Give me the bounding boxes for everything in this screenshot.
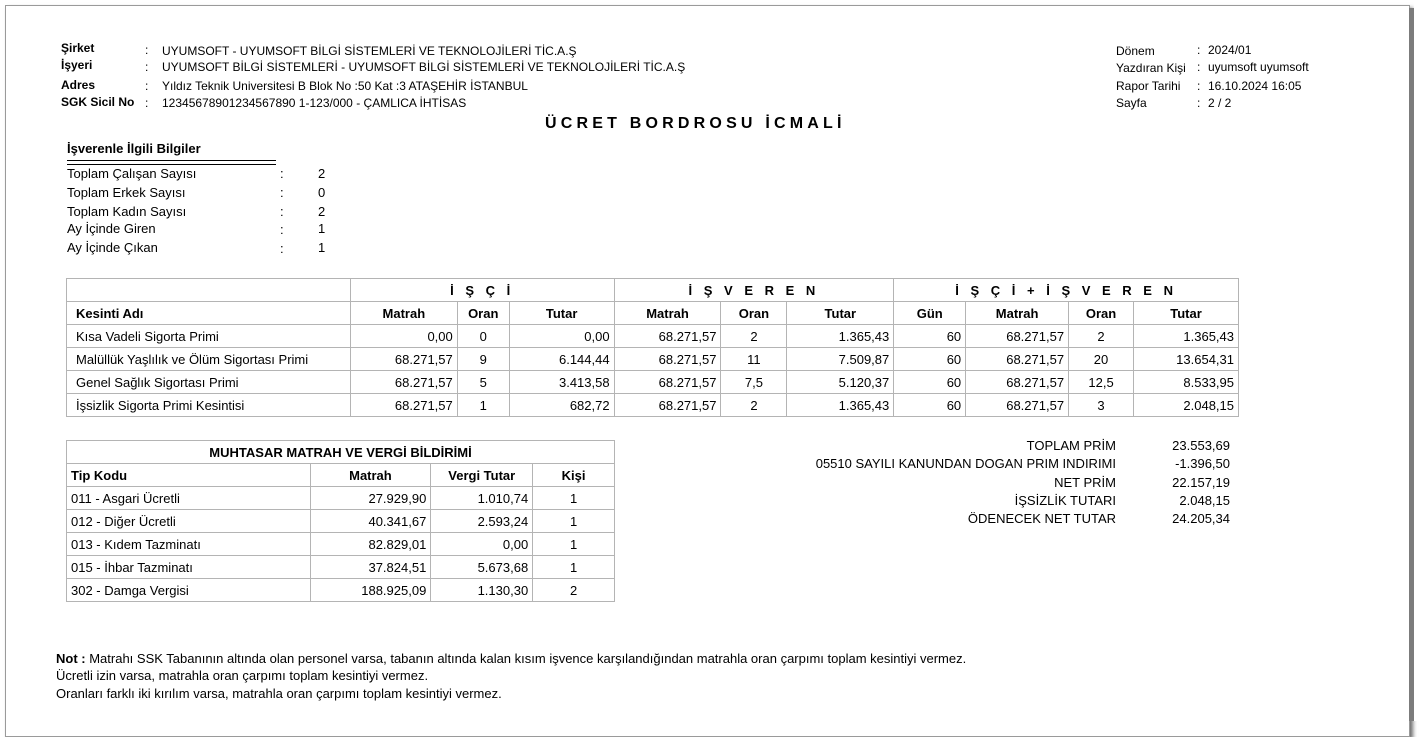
table-row	[67, 510, 615, 533]
sgk-label: SGK Sicil No	[61, 95, 135, 109]
yazdiran-value: uyumsoft uyumsoft	[1208, 60, 1309, 74]
isveren-tutar-cell: 1.365,43	[787, 394, 894, 417]
rapor-tarihi-colon: :	[1197, 79, 1201, 93]
isveren-oran-cell: 2	[721, 325, 787, 348]
note-label: Not :	[56, 651, 86, 666]
isci-matrah-cell: 68.271,57	[350, 348, 457, 371]
col-isci-oran: Oran	[457, 302, 509, 325]
sirket-colon: :	[145, 43, 149, 57]
employer-info-value: 1	[318, 240, 326, 255]
kesinti-name: Kısa Vadeli Sigorta Primi	[67, 325, 351, 348]
isyeri-value: UYUMSOFT BİLGİ SİSTEMLERİ - UYUMSOFT BİLGİ SİSTEMLERİ VE TEKNOLOJİLERİ TİC.A.Ş	[162, 60, 686, 74]
column-header-row	[67, 302, 1239, 325]
sirket-value: UYUMSOFT - UYUMSOFT BİLGİ SİSTEMLERİ VE TEKNOLOJİLERİ TİC.A.Ş	[162, 44, 577, 58]
vergi-tutar-cell: 2.593,24	[431, 510, 533, 533]
kisi-cell: 1	[533, 556, 615, 579]
sayfa-colon: :	[1197, 96, 1201, 110]
employer-info-label: Toplam Çalışan Sayısı	[67, 166, 197, 181]
isci-matrah-cell: 0,00	[350, 325, 457, 348]
rapor-tarihi-value: 16.10.2024 16:05	[1208, 79, 1302, 93]
isci-oran-cell: 5	[457, 371, 509, 394]
employer-info-value: 2	[318, 166, 326, 181]
yazdiran-colon: :	[1197, 60, 1201, 74]
muhtasar-matrah-cell: 40.341,67	[310, 510, 431, 533]
isveren-tutar-cell: 5.120,37	[787, 371, 894, 394]
col-muhtasar-matrah: Matrah	[310, 464, 431, 487]
donem-colon: :	[1197, 43, 1201, 57]
total-oran-cell: 12,5	[1069, 371, 1134, 394]
isci-tutar-cell: 682,72	[509, 394, 614, 417]
rapor-tarihi-label: Rapor Tarihi	[1116, 79, 1181, 93]
total-value: -1.396,50	[1175, 456, 1230, 471]
isci-tutar-cell: 6.144,44	[509, 348, 614, 371]
employer-info-label: Ay İçinde Çıkan	[67, 240, 158, 255]
isveren-oran-cell: 11	[721, 348, 787, 371]
gun-cell: 60	[894, 371, 966, 394]
vergi-tutar-cell: 0,00	[431, 533, 533, 556]
col-total-matrah: Matrah	[966, 302, 1069, 325]
total-matrah-cell: 68.271,57	[966, 394, 1069, 417]
muhtasar-header-row	[67, 464, 615, 487]
isveren-matrah-cell: 68.271,57	[614, 394, 721, 417]
isci-oran-cell: 0	[457, 325, 509, 348]
donem-value: 2024/01	[1208, 43, 1252, 57]
col-isveren-matrah: Matrah	[614, 302, 721, 325]
total-tutar-cell: 13.654,31	[1134, 348, 1239, 371]
muhtasar-matrah-cell: 188.925,09	[310, 579, 431, 602]
note-line-3: Oranları farklı iki kırılım varsa, matrahla oran çarpımı toplam kesintiyi vermez.	[56, 686, 502, 701]
tip-kodu-cell: 012 - Diğer Ücretli	[67, 510, 311, 533]
isveren-oran-cell: 7,5	[721, 371, 787, 394]
col-gun: Gün	[894, 302, 966, 325]
col-vergi-tutar: Vergi Tutar	[431, 464, 533, 487]
total-oran-cell: 3	[1069, 394, 1134, 417]
col-isveren-oran: Oran	[721, 302, 787, 325]
col-kisi: Kişi	[533, 464, 615, 487]
col-kesinti-adi: Kesinti Adı	[67, 302, 351, 325]
isveren-oran-cell: 2	[721, 394, 787, 417]
total-label: TOPLAM PRİM	[1026, 438, 1116, 453]
sirket-label: Şirket	[61, 41, 95, 55]
muhtasar-table	[66, 440, 615, 602]
isci-oran-cell: 1	[457, 394, 509, 417]
total-tutar-cell: 8.533,95	[1134, 371, 1239, 394]
total-tutar-cell: 1.365,43	[1134, 325, 1239, 348]
note-line-2: Ücretli izin varsa, matrahla oran çarpımı toplam kesintiyi vermez.	[56, 668, 429, 683]
table-row	[67, 579, 615, 602]
kesinti-name: İşsizlik Sigorta Primi Kesintisi	[67, 394, 351, 417]
isveren-matrah-cell: 68.271,57	[614, 325, 721, 348]
adres-value: Yıldız Teknik Universitesi B Blok No :50 Kat :3 ATAŞEHİR İSTANBUL	[162, 79, 528, 93]
employer-info-value: 2	[318, 204, 326, 219]
deductions-table	[66, 278, 1239, 417]
total-value: 22.157,19	[1172, 475, 1230, 490]
muhtasar-matrah-cell: 37.824,51	[310, 556, 431, 579]
isci-oran-cell: 9	[457, 348, 509, 371]
total-matrah-cell: 68.271,57	[966, 371, 1069, 394]
total-label: İŞSİZLİK TUTARI	[1014, 493, 1116, 508]
group-isci-header: İ Ş Ç İ	[350, 279, 614, 302]
table-row	[67, 556, 615, 579]
table-row	[67, 533, 615, 556]
kisi-cell: 2	[533, 579, 615, 602]
report-title: ÜCRET BORDROSU İCMALİ	[545, 115, 846, 132]
isci-tutar-cell: 3.413,58	[509, 371, 614, 394]
isveren-tutar-cell: 7.509,87	[787, 348, 894, 371]
total-matrah-cell: 68.271,57	[966, 348, 1069, 371]
isci-matrah-cell: 68.271,57	[350, 394, 457, 417]
heading-double-rule	[67, 160, 276, 165]
muhtasar-matrah-cell: 82.829,01	[310, 533, 431, 556]
vergi-tutar-cell: 1.130,30	[431, 579, 533, 602]
isyeri-label: İşyeri	[61, 58, 93, 72]
employer-info-label: Ay İçinde Giren	[67, 221, 156, 236]
isyeri-colon: :	[145, 60, 149, 74]
employer-info-colon: :	[280, 185, 284, 200]
note-text-1: Matrahı SSK Tabanının altında olan personel varsa, tabanın altında kalan kısım işvence karşılandığından matrahla oran çarpımı toplam kesintiyi vermez.	[85, 651, 967, 666]
total-value: 2.048,15	[1179, 493, 1230, 508]
tip-kodu-cell: 015 - İhbar Tazminatı	[67, 556, 311, 579]
isci-tutar-cell: 0,00	[509, 325, 614, 348]
employer-info-label: Toplam Erkek Sayısı	[67, 185, 186, 200]
isveren-matrah-cell: 68.271,57	[614, 371, 721, 394]
col-isci-tutar: Tutar	[509, 302, 614, 325]
table-row	[67, 394, 1239, 417]
col-total-oran: Oran	[1069, 302, 1134, 325]
sgk-colon: :	[145, 96, 149, 110]
group-isveren-header: İ Ş V E R E N	[614, 279, 894, 302]
kesinti-name: Genel Sağlık Sigortası Primi	[67, 371, 351, 394]
total-oran-cell: 20	[1069, 348, 1134, 371]
total-matrah-cell: 68.271,57	[966, 325, 1069, 348]
muhtasar-title: MUHTASAR MATRAH VE VERGİ BİLDİRİMİ	[67, 441, 615, 464]
isveren-matrah-cell: 68.271,57	[614, 348, 721, 371]
col-isci-matrah: Matrah	[350, 302, 457, 325]
isci-matrah-cell: 68.271,57	[350, 371, 457, 394]
total-oran-cell: 2	[1069, 325, 1134, 348]
employer-info-value: 1	[318, 221, 326, 236]
viewer-margin	[1414, 0, 1424, 721]
table-row	[67, 371, 1239, 394]
note-line-1	[56, 651, 966, 666]
isveren-tutar-cell: 1.365,43	[787, 325, 894, 348]
gun-cell: 60	[894, 325, 966, 348]
yazdiran-label: Yazdıran Kişi	[1116, 61, 1186, 75]
employer-info-colon: :	[280, 222, 284, 237]
kisi-cell: 1	[533, 533, 615, 556]
employer-info-label: Toplam Kadın Sayısı	[67, 204, 187, 219]
tip-kodu-cell: 013 - Kıdem Tazminatı	[67, 533, 311, 556]
employer-info-colon: :	[280, 204, 284, 219]
gun-cell: 60	[894, 394, 966, 417]
sgk-value: 12345678901234567890 1-123/000 - ÇAMLICA İHTİSAS	[162, 96, 467, 110]
donem-label: Dönem	[1116, 44, 1155, 58]
total-label: 05510 SAYILI KANUNDAN DOGAN PRIM INDIRIMI	[815, 456, 1116, 471]
adres-colon: :	[145, 79, 149, 93]
table-row	[67, 348, 1239, 371]
employer-info-colon: :	[280, 241, 284, 256]
col-tip-kodu: Tip Kodu	[67, 464, 311, 487]
kesinti-name: Malüllük Yaşlılık ve Ölüm Sigortası Primi	[67, 348, 351, 371]
muhtasar-matrah-cell: 27.929,90	[310, 487, 431, 510]
sayfa-value: 2 / 2	[1208, 96, 1232, 110]
employer-info-heading: İşverenle İlgili Bilgiler	[67, 141, 201, 156]
vergi-tutar-cell: 5.673,68	[431, 556, 533, 579]
vergi-tutar-cell: 1.010,74	[431, 487, 533, 510]
employer-info-colon: :	[280, 166, 284, 181]
total-tutar-cell: 2.048,15	[1134, 394, 1239, 417]
table-row	[67, 487, 615, 510]
col-isveren-tutar: Tutar	[787, 302, 894, 325]
total-label: NET PRİM	[1054, 475, 1116, 490]
kisi-cell: 1	[533, 487, 615, 510]
table-row	[67, 325, 1239, 348]
group-header-row	[67, 279, 1239, 302]
sayfa-label: Sayfa	[1116, 96, 1147, 110]
total-value: 23.553,69	[1172, 438, 1230, 453]
total-label: ÖDENECEK NET TUTAR	[967, 511, 1116, 526]
tip-kodu-cell: 011 - Asgari Ücretli	[67, 487, 311, 510]
total-value: 24.205,34	[1172, 511, 1230, 526]
adres-label: Adres	[61, 78, 96, 92]
col-total-tutar: Tutar	[1134, 302, 1239, 325]
group-total-header: İ Ş Ç İ + İ Ş V E R E N	[894, 279, 1239, 302]
tip-kodu-cell: 302 - Damga Vergisi	[67, 579, 311, 602]
muhtasar-title-row	[67, 441, 615, 464]
kisi-cell: 1	[533, 510, 615, 533]
employer-info-value: 0	[318, 185, 326, 200]
gun-cell: 60	[894, 348, 966, 371]
